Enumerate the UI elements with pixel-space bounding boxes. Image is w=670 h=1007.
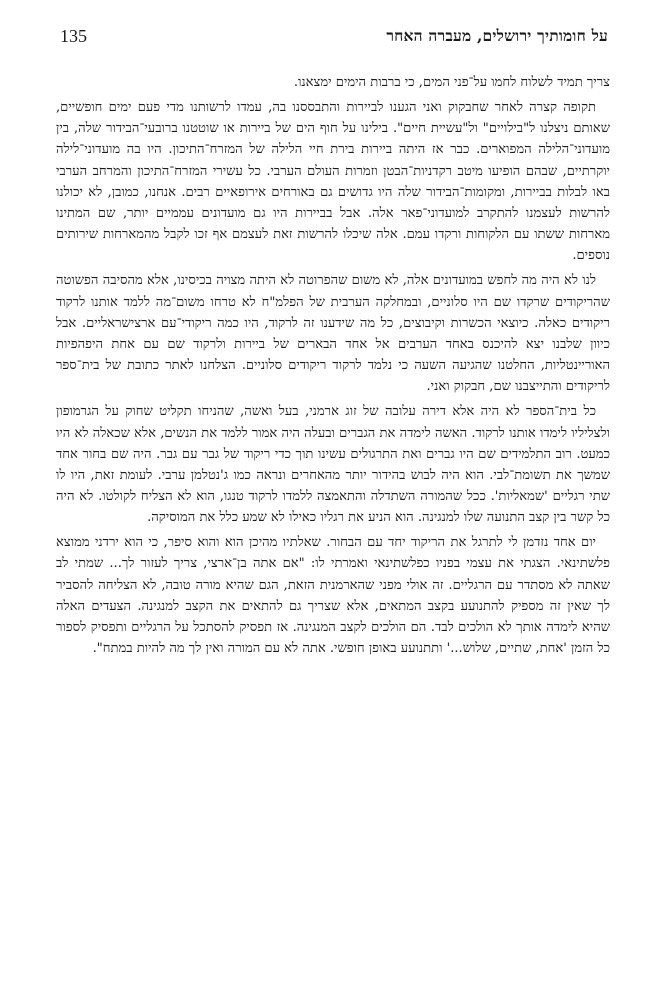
page-header	[60, 26, 608, 52]
paragraph-2: תקופה קצרה לאחר שחבקוק ואני הגענו לביירות והתבססנו בה, עמדו לרשותנו מדי פעם ימים חופשיים, שאותם ניצלנו ל"בילויים" ול"עשיית חיים". בילינו על חוף הים של ביירות או שוטטנו ברובעי־הבידור שלה, בין מועדוני־הלילה המפוארים. כבר אז היתה ביירות בירת חיי הלילה של המזרח־התיכון. היו בה מועדוני־לילה יוקרתיים, שבהם הופיעו מיטב רקדניות־הבטן וזמרות העולם הערבי. כל עשירי המזרח־התיכון והמרחב הערבי באו לבלות בביירות, ומקומות־הבידור שלה היו גדושים גם באורחים אירופאיים רבים. אנחנו, כמובן, לא יכולנו להרשות לעצמנו להתקרב למועדוני־פאר אלה. אבל בביירות היו גם מועדונים עממיים יותר, שם המתינו מארחות ששתו עם הלקוחות ורקדו עמם. אלה שיכלו להרשות זאת לעצמם אף זכו לקבל מהמארחות שירותים נוספים.	[56, 100, 610, 264]
paragraph-4: כל בית־הספר לא היה אלא דירה עלובה של זוג ארמני, בעל ואשה, שהניחו תקליט שחוק על הגרמופון ולצליליו לימדו אותנו לרקוד. האשה לימדה את הגברים ובעלה היה אמור ללמד את הנשים, אלא שכאלה לא היו כמעט. רוב התלמידים שם היו גברים ואת התרגולים עשינו תוך כדי ריקוד של גבר עם גבר. היה שם בחור אחד שמשך את תשומת־לבי. הוא היה לבוש בהידור יותר מהאחרים ונראה כמו ג'נטלמן ערבי. לעומת זאת, היו לו שתי רגליים 'שמאליות'. ככל שהמורה השתדלה והתאמצה ללמדו לרקוד טנגו, הוא לא הצליח לקולטו. לא היה כל קשר בין קצב התנועה שלו למנגינה. הוא הניע את רגליו כאילו לא שמע כלל את המוסיקה.	[56, 404, 610, 526]
body-text	[56, 72, 610, 659]
paragraph-1: צריך תמיד לשלוח לחמו על־פני המים, כי ברבות הימים ימצאנו.	[293, 75, 610, 90]
running-title: על חומותיך ירושלים, מעברה האחר	[386, 26, 608, 45]
page-number: 135	[60, 26, 87, 46]
paragraph-5: יום אחד נזדמן לי לתרגל את הריקוד יחד עם הבחור. שאלתיו מהיכן הוא והוא סיפר, כי הוא ירדני ממוצא פלשתינאי. הצגתי את עצמי בפניו כפלשתינאי ואמרתי לו: "אם אתה בן־ארצי, צריך לעזור לך... שמתי לב שאתה לא מסתדר עם הרגליים. זה אולי מפני שהארמנית הזאת, הגם שהיא מורה טובה, לא הצליחה להסביר לך שאין זה מספיק להתנועע בקצב המתאים, אלא שצריך גם להתאים את הקצב למנגינה. הצעדים האלה שהיא לימדה אותך לא הולכים לבד. הם הולכים לקצב המנגינה. אז תפסיק להסתכל על הרגליים ותפסיק לספור כל הזמן 'אחת, שתיים, שלוש...' ותתנועע באופן חופשי. אתה לא עם המורה ואין לך מה להיות במתח".	[56, 535, 610, 657]
paragraph-3: לנו לא היה מה לחפש במועדונים אלה, לא משום שהפרוטה לא היתה מצויה בכיסינו, אלא מהסיבה הפשוטה שהריקודים שרקדו שם היו סלוניים, ובמחלקה הערבית של הפלמ"ח לא טרחו משום־מה ללמד אותנו לרקוד ריקודים כאלה. כיוצאי הכשרות וקיבוצים, כל מה שידענו זה לרקוד, היו כמה ריקודי־עם ארצישראליים. אבל כיוון שלבנו יצא להיכנס באחד הערבים אל אחד הבארים של ביירות ולרקוד שם עם אחת היפהפיות האוריינטליות, החלטנו שהגיעה השעה כי נלמד לרקוד ריקודים סלוניים. הצלחנו לאתר כתובת של בית־ספר לריקודים והתייצבנו שם, חבקוק ואני.	[56, 273, 610, 395]
